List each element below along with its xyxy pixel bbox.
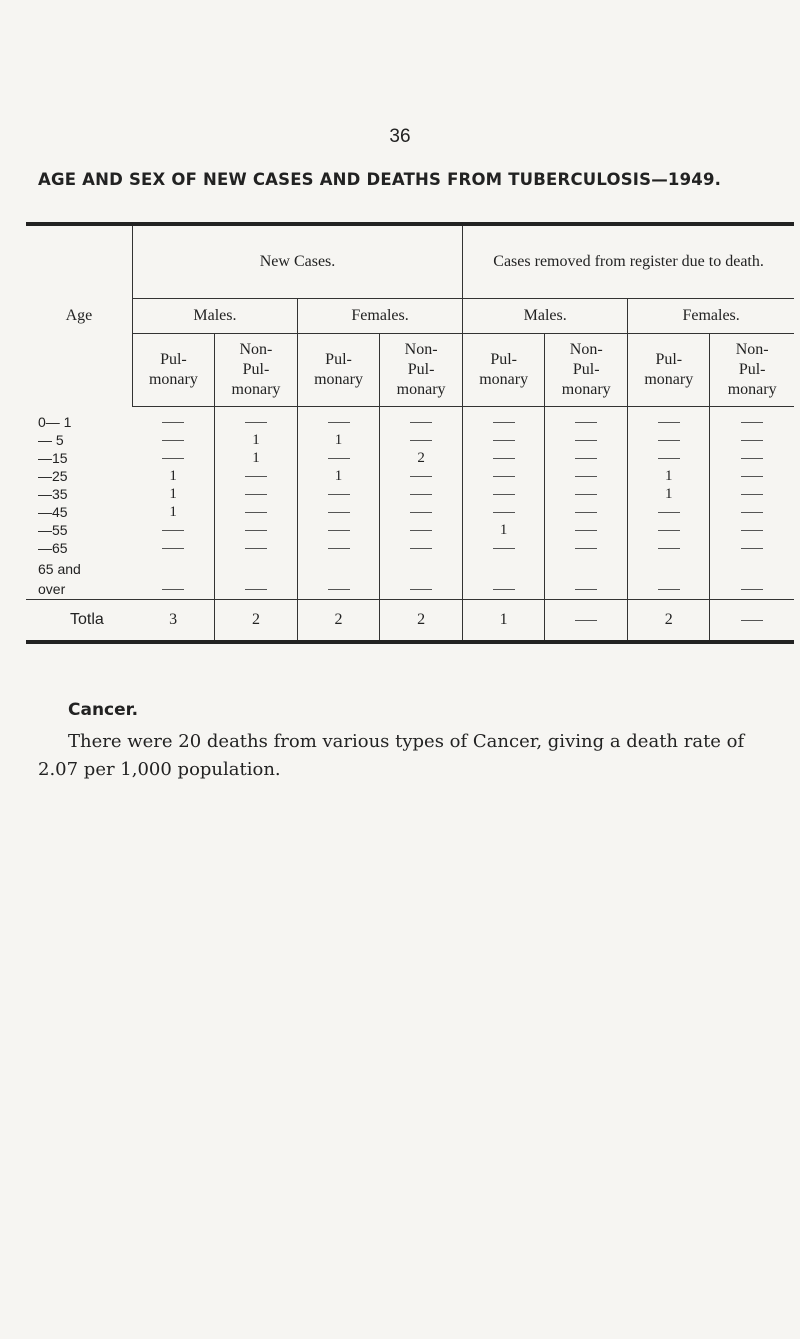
table-cell: 2 bbox=[297, 600, 379, 643]
table-cell: 1 bbox=[214, 431, 297, 449]
empty-dash bbox=[628, 431, 710, 449]
dash-mark bbox=[575, 512, 597, 513]
table-cell: 1 bbox=[297, 431, 379, 449]
dash-mark bbox=[410, 589, 432, 590]
dash-mark bbox=[658, 548, 680, 549]
empty-dash bbox=[545, 539, 628, 557]
removed-death-header: Cases removed from register due to death. bbox=[463, 224, 794, 299]
dash-mark bbox=[493, 589, 515, 590]
empty-dash bbox=[297, 485, 379, 503]
empty-dash bbox=[380, 431, 463, 449]
table-cell: 1 bbox=[628, 485, 710, 503]
dash-mark bbox=[741, 476, 763, 477]
empty-dash bbox=[297, 407, 379, 432]
empty-dash bbox=[297, 557, 379, 600]
dash-mark bbox=[410, 476, 432, 477]
empty-dash bbox=[463, 407, 545, 432]
dash-mark bbox=[245, 530, 267, 531]
dash-mark bbox=[245, 548, 267, 549]
dash-mark bbox=[162, 440, 184, 441]
dash-mark bbox=[493, 512, 515, 513]
table-row bbox=[26, 431, 794, 449]
dash-mark bbox=[162, 530, 184, 531]
empty-dash bbox=[710, 467, 794, 485]
dash-mark bbox=[162, 458, 184, 459]
table-row bbox=[26, 407, 794, 432]
empty-dash bbox=[214, 557, 297, 600]
dash-mark bbox=[658, 512, 680, 513]
empty-dash bbox=[380, 485, 463, 503]
dash-mark bbox=[245, 512, 267, 513]
dash-mark bbox=[741, 530, 763, 531]
empty-dash bbox=[297, 449, 379, 467]
sex-header: Females. bbox=[297, 299, 462, 334]
dash-mark bbox=[328, 458, 350, 459]
page-number: 36 bbox=[389, 126, 411, 147]
dash-mark bbox=[410, 530, 432, 531]
empty-dash bbox=[297, 521, 379, 539]
table-cell: 3 bbox=[132, 600, 214, 643]
table-cell: 2 bbox=[380, 449, 463, 467]
empty-dash bbox=[214, 503, 297, 521]
table-cell: 1 bbox=[628, 467, 710, 485]
dash-mark bbox=[410, 440, 432, 441]
table-row bbox=[26, 503, 794, 521]
dash-mark bbox=[575, 620, 597, 621]
non-pulmonary-header: Non- Pul- monary bbox=[214, 334, 297, 407]
dash-mark bbox=[658, 440, 680, 441]
empty-dash bbox=[214, 521, 297, 539]
cancer-heading: Cancer. bbox=[68, 700, 139, 720]
empty-dash bbox=[545, 407, 628, 432]
dash-mark bbox=[575, 422, 597, 423]
dash-mark bbox=[493, 422, 515, 423]
dash-mark bbox=[658, 422, 680, 423]
empty-dash bbox=[710, 521, 794, 539]
dash-mark bbox=[741, 589, 763, 590]
empty-dash bbox=[710, 449, 794, 467]
dash-mark bbox=[410, 548, 432, 549]
age-cell: —35 bbox=[38, 486, 68, 502]
empty-dash bbox=[132, 557, 214, 600]
dash-mark bbox=[245, 589, 267, 590]
non-pulmonary-header: Non- Pul- monary bbox=[710, 334, 794, 407]
empty-dash bbox=[297, 503, 379, 521]
dash-mark bbox=[741, 512, 763, 513]
dash-mark bbox=[245, 422, 267, 423]
table-cell: 1 bbox=[463, 600, 545, 643]
dash-mark bbox=[328, 589, 350, 590]
empty-dash bbox=[463, 557, 545, 600]
empty-dash bbox=[545, 449, 628, 467]
dash-mark bbox=[575, 530, 597, 531]
pulmonary-header: Pul- monary bbox=[463, 334, 545, 407]
non-pulmonary-header: Non- Pul- monary bbox=[545, 334, 628, 407]
empty-dash bbox=[545, 521, 628, 539]
empty-dash bbox=[214, 467, 297, 485]
dash-mark bbox=[410, 422, 432, 423]
empty-dash bbox=[132, 407, 214, 432]
empty-dash bbox=[545, 503, 628, 521]
table-cell: 1 bbox=[169, 504, 177, 520]
empty-dash bbox=[380, 407, 463, 432]
dash-mark bbox=[575, 589, 597, 590]
pulmonary-header: Pul- monary bbox=[297, 334, 379, 407]
empty-dash bbox=[380, 521, 463, 539]
sex-header: Females. bbox=[628, 299, 794, 334]
empty-dash bbox=[380, 539, 463, 557]
dash-mark bbox=[162, 422, 184, 423]
empty-dash bbox=[628, 557, 710, 600]
empty-dash bbox=[463, 539, 545, 557]
empty-dash bbox=[545, 431, 628, 449]
dash-mark bbox=[658, 589, 680, 590]
age-cell: —45 bbox=[38, 504, 68, 520]
empty-dash bbox=[710, 557, 794, 600]
empty-dash bbox=[380, 557, 463, 600]
dash-mark bbox=[741, 440, 763, 441]
dash-mark bbox=[741, 620, 763, 621]
dash-mark bbox=[493, 440, 515, 441]
dash-mark bbox=[575, 548, 597, 549]
dash-mark bbox=[162, 589, 184, 590]
table-cell: 1 bbox=[463, 521, 545, 539]
dash-mark bbox=[658, 530, 680, 531]
empty-dash bbox=[132, 521, 214, 539]
empty-dash bbox=[380, 467, 463, 485]
table-title: AGE AND SEX OF NEW CASES AND DEATHS FROM TUBERCULOSIS—1949. bbox=[38, 170, 722, 189]
cancer-paragraph: There were 20 deaths from various types of Cancer, giving a death rate of 2.07 per 1,000 population. bbox=[38, 731, 745, 780]
dash-mark bbox=[493, 494, 515, 495]
dash-mark bbox=[410, 494, 432, 495]
dash-mark bbox=[493, 548, 515, 549]
dash-mark bbox=[410, 512, 432, 513]
empty-dash bbox=[463, 485, 545, 503]
total-row bbox=[26, 600, 794, 643]
table-cell: 1 bbox=[169, 486, 177, 502]
empty-dash bbox=[545, 557, 628, 600]
dash-mark bbox=[575, 494, 597, 495]
empty-dash bbox=[214, 407, 297, 432]
empty-dash bbox=[710, 503, 794, 521]
empty-dash bbox=[628, 407, 710, 432]
empty-dash bbox=[545, 600, 628, 643]
sex-header: Males. bbox=[463, 299, 628, 334]
age-cell: 0— 1 bbox=[38, 413, 72, 430]
dash-mark bbox=[328, 530, 350, 531]
table-row bbox=[26, 485, 794, 503]
empty-dash bbox=[628, 449, 710, 467]
empty-dash bbox=[545, 467, 628, 485]
pulmonary-header: Pul- monary bbox=[132, 334, 214, 407]
age-line: over bbox=[38, 581, 66, 597]
age-cell: —25 bbox=[38, 468, 68, 484]
dash-mark bbox=[741, 494, 763, 495]
dash-mark bbox=[658, 458, 680, 459]
sex-header: Males. bbox=[132, 299, 297, 334]
dash-mark bbox=[162, 548, 184, 549]
empty-dash bbox=[297, 539, 379, 557]
total-label: Totla bbox=[26, 600, 132, 643]
empty-dash bbox=[463, 503, 545, 521]
empty-dash bbox=[710, 431, 794, 449]
empty-dash bbox=[463, 449, 545, 467]
empty-dash bbox=[132, 449, 214, 467]
dash-mark bbox=[328, 422, 350, 423]
dash-mark bbox=[328, 548, 350, 549]
age-cell: —15 bbox=[38, 450, 68, 466]
empty-dash bbox=[710, 407, 794, 432]
dash-mark bbox=[328, 512, 350, 513]
empty-dash bbox=[628, 539, 710, 557]
age-header: Age bbox=[26, 224, 132, 407]
dash-mark bbox=[493, 476, 515, 477]
empty-dash bbox=[214, 539, 297, 557]
age-line: 65 and bbox=[38, 561, 81, 577]
dash-mark bbox=[741, 548, 763, 549]
dash-mark bbox=[741, 422, 763, 423]
table-cell: 2 bbox=[380, 600, 463, 643]
table-cell: 1 bbox=[214, 449, 297, 467]
table-cell: 1 bbox=[297, 467, 379, 485]
empty-dash bbox=[132, 431, 214, 449]
new-cases-header: New Cases. bbox=[132, 224, 462, 299]
empty-dash bbox=[628, 521, 710, 539]
dash-mark bbox=[575, 440, 597, 441]
table-row bbox=[26, 449, 794, 467]
empty-dash bbox=[214, 485, 297, 503]
table-cell: 2 bbox=[214, 600, 297, 643]
empty-dash bbox=[463, 467, 545, 485]
table-cell: 1 bbox=[169, 468, 177, 484]
age-cell: —55 bbox=[38, 522, 68, 538]
empty-dash bbox=[545, 485, 628, 503]
dash-mark bbox=[328, 494, 350, 495]
empty-dash bbox=[628, 503, 710, 521]
dash-mark bbox=[245, 494, 267, 495]
dash-mark bbox=[575, 476, 597, 477]
table-row bbox=[26, 539, 794, 557]
dash-mark bbox=[741, 458, 763, 459]
table-row bbox=[26, 557, 794, 600]
dash-mark bbox=[245, 476, 267, 477]
empty-dash bbox=[710, 539, 794, 557]
pulmonary-header: Pul- monary bbox=[628, 334, 710, 407]
table-cell: 2 bbox=[628, 600, 710, 643]
empty-dash bbox=[710, 600, 794, 643]
empty-dash bbox=[132, 539, 214, 557]
non-pulmonary-header: Non- Pul- monary bbox=[380, 334, 463, 407]
empty-dash bbox=[380, 503, 463, 521]
age-cell bbox=[26, 557, 132, 600]
table-row bbox=[26, 521, 794, 539]
table-row bbox=[26, 467, 794, 485]
tuberculosis-table bbox=[26, 222, 794, 644]
dash-mark bbox=[493, 458, 515, 459]
age-cell: —65 bbox=[38, 540, 68, 556]
dash-mark bbox=[575, 458, 597, 459]
empty-dash bbox=[710, 485, 794, 503]
age-cell: — 5 bbox=[38, 432, 64, 448]
empty-dash bbox=[463, 431, 545, 449]
